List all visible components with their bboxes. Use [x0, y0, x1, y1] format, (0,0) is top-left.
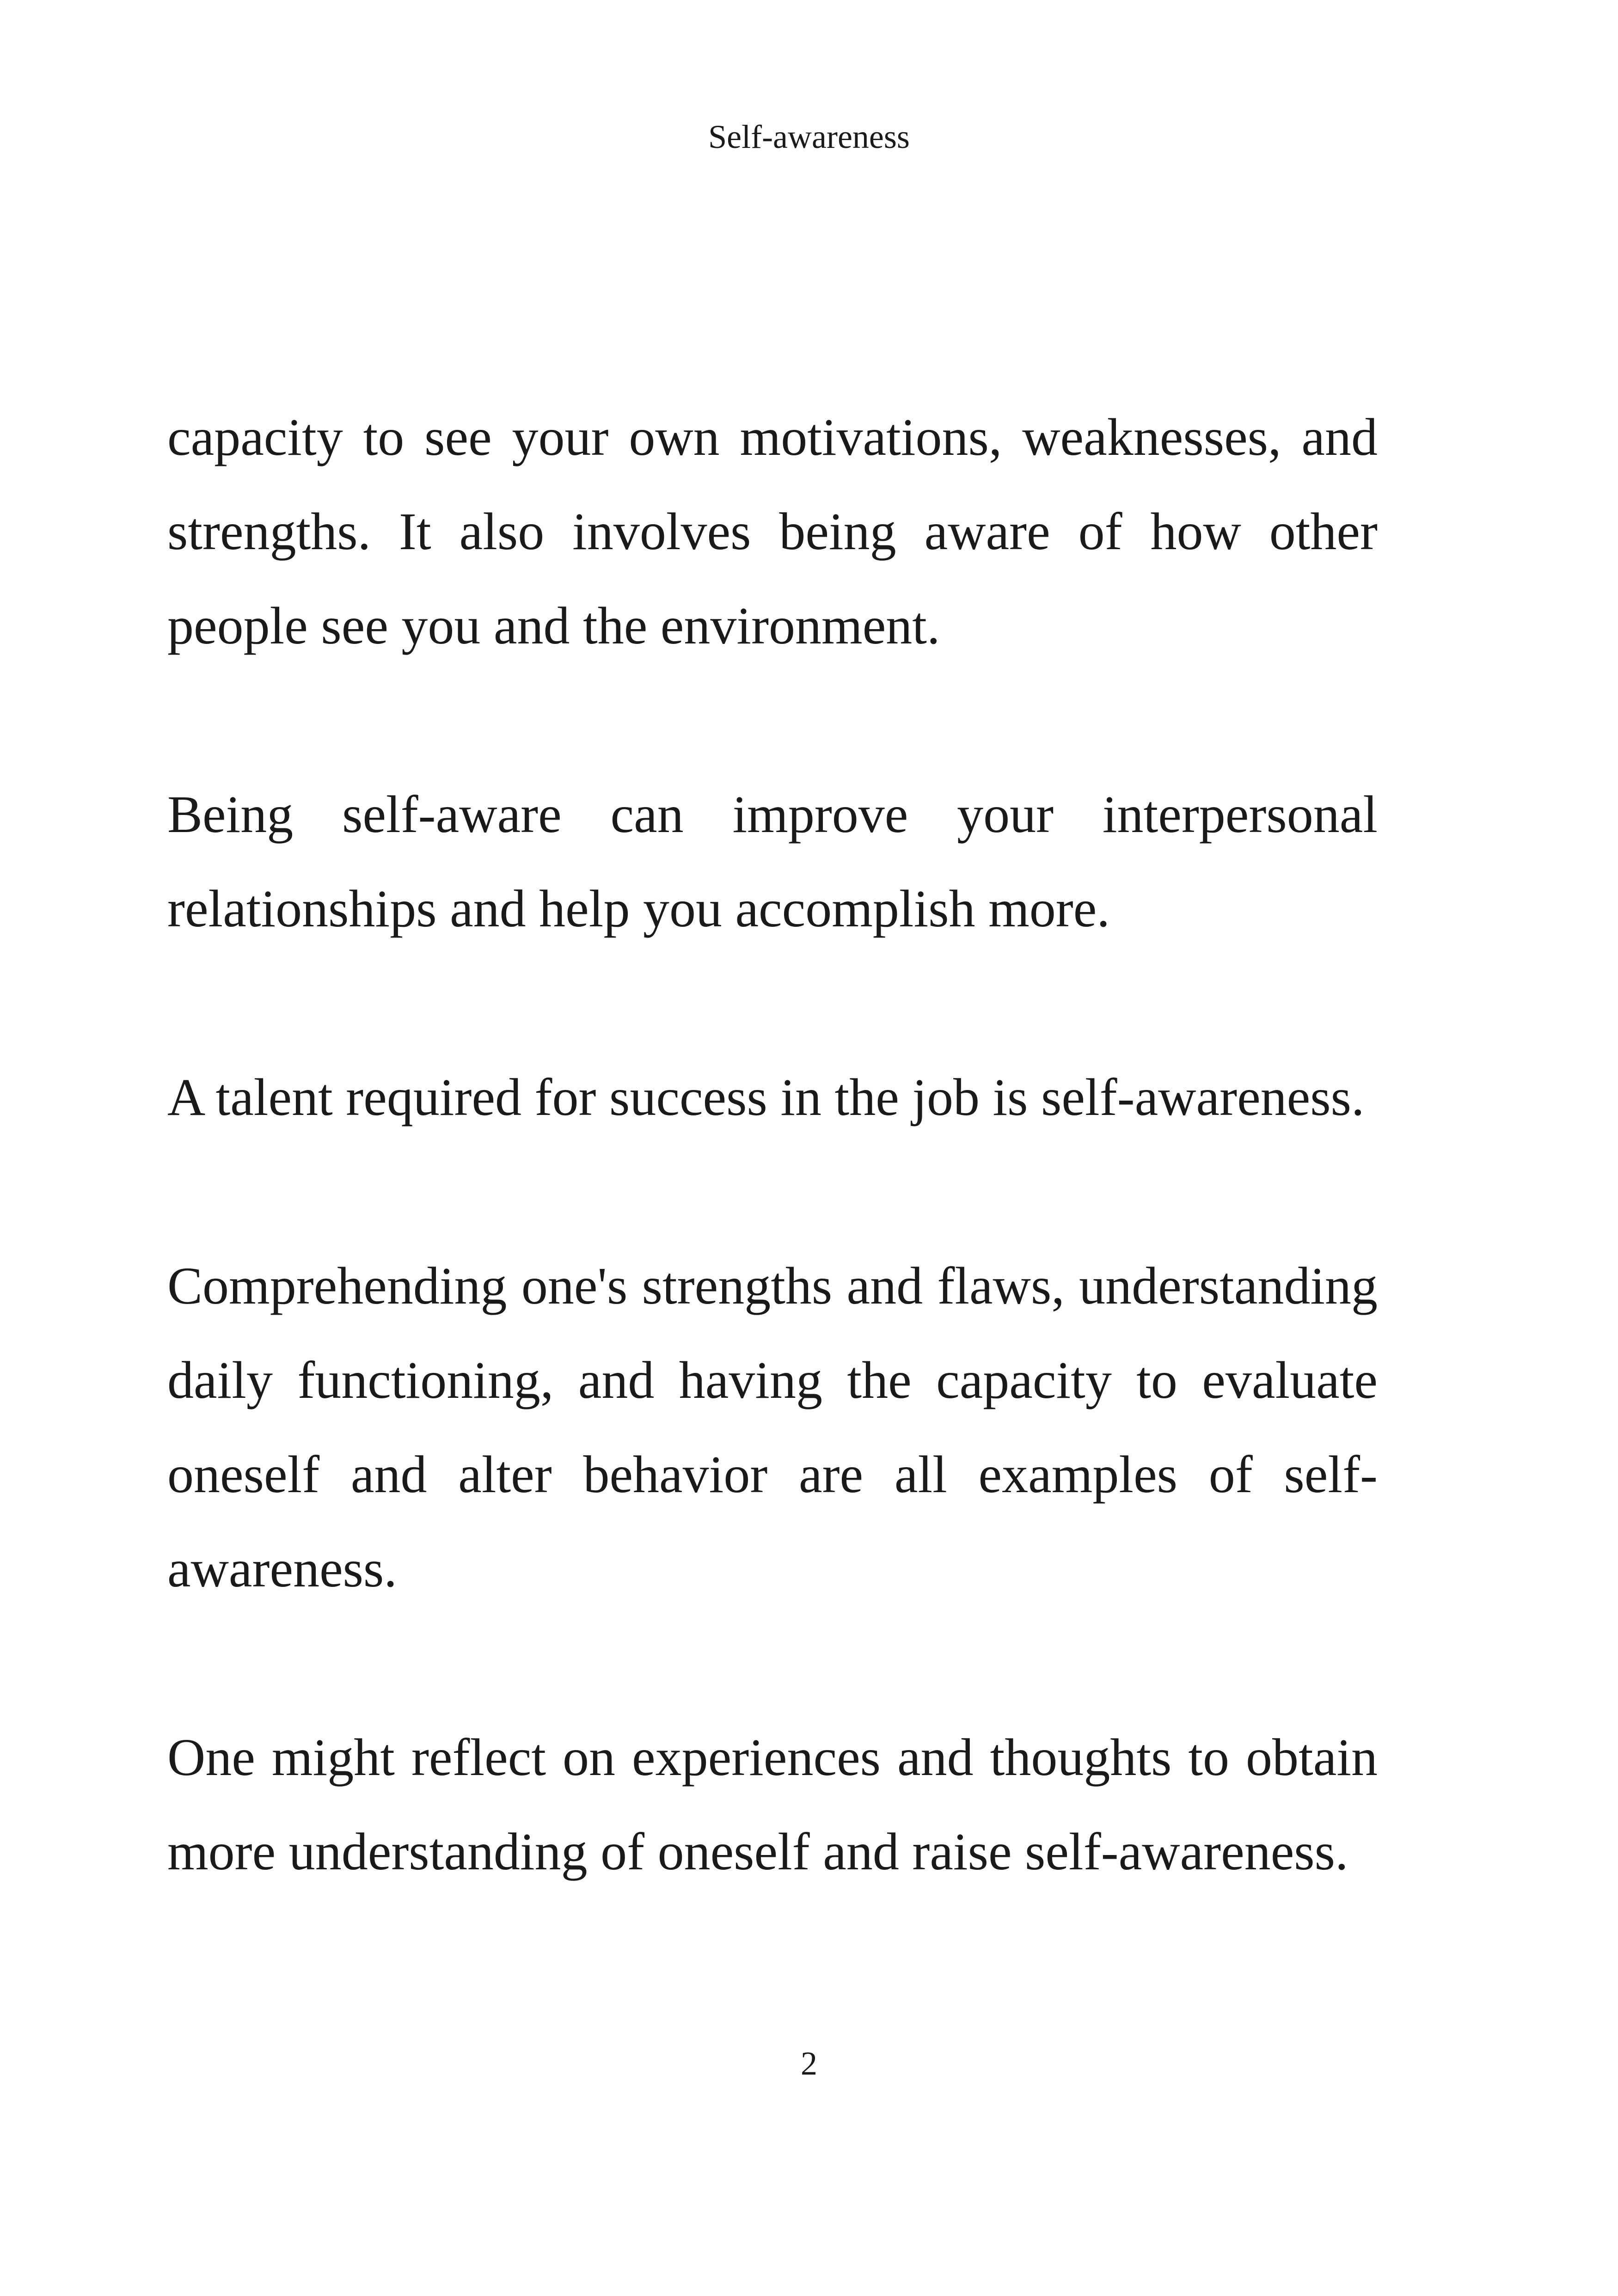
paragraph-4: Comprehending one's strengths and flaws, understanding daily functioning, and having the capacity to evaluate oneself and alter behavior are all examples of self-awareness. — [167, 1256, 1378, 1598]
running-header: Self-awareness — [708, 118, 910, 155]
paragraph-1: capacity to see your own motivations, weaknesses, and strengths. It also involves being aware of how other people see you and the environment. — [167, 408, 1378, 655]
paragraph-5: One might reflect on experiences and thoughts to obtain more understanding of oneself and raise self-awareness. — [167, 1728, 1378, 1881]
page-number: 2 — [801, 2045, 817, 2082]
paragraph-3: A talent required for success in the job is self-awareness. — [167, 1068, 1365, 1127]
body-text — [167, 390, 1378, 1993]
paragraph-2: Being self-aware can improve your interpersonal relationships and help you accomplish more. — [167, 785, 1378, 938]
